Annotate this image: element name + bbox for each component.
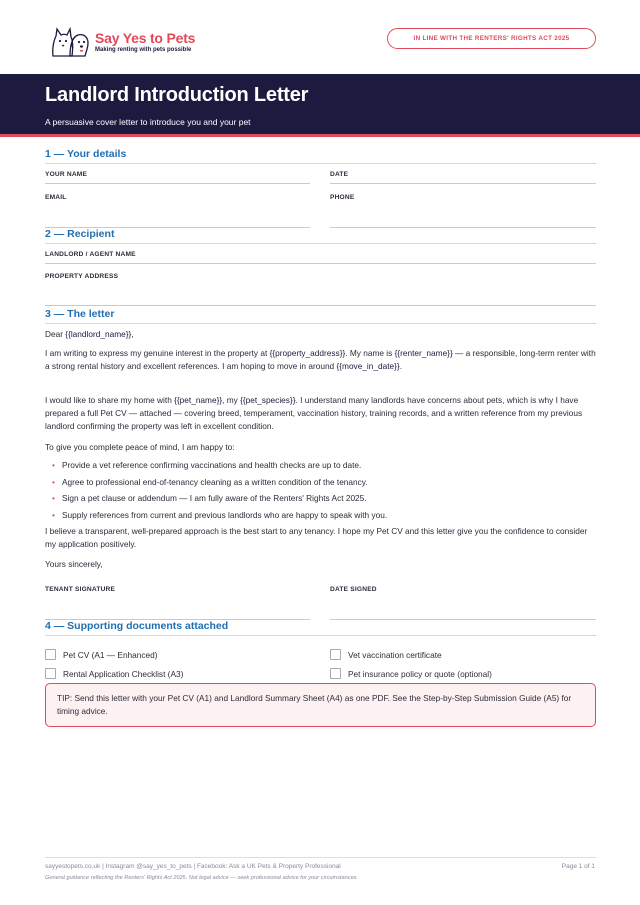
signature-label: TENANT SIGNATURE (45, 586, 116, 593)
brand-tagline: Making renting with pets possible (95, 47, 192, 53)
letter-closing (45, 558, 596, 571)
section-heading: 4 — Supporting documents attached (45, 620, 596, 636)
placeholder-pet-name: {{pet_name}} (174, 395, 223, 405)
paragraph-text: I would like to share my home with (45, 395, 175, 405)
top-bar (0, 0, 640, 74)
commitment-list (52, 457, 592, 523)
date-signed-label: DATE SIGNED (330, 586, 377, 593)
paragraph-text: To give you complete peace of mind, I am happy to: (45, 442, 235, 452)
letter-salutation (45, 328, 596, 341)
placeholder-renter-name: {{renter_name}} (394, 348, 453, 358)
placeholder-move-in-date: {{move_in_date}} (336, 361, 400, 371)
page-subtitle: A persuasive cover letter to introduce you and your pet (45, 117, 251, 127)
agent-name-label: LANDLORD / AGENT NAME (45, 251, 136, 258)
checkbox-label: Pet insurance policy or quote (optional) (348, 668, 492, 679)
checkbox-label: Vet vaccination certificate (348, 649, 442, 660)
section-the-letter (45, 308, 596, 324)
placeholder-landlord-name: {{landlord_name}} (65, 329, 132, 339)
salutation-punct: , (131, 329, 134, 339)
date-label: DATE (330, 171, 349, 178)
paragraph-text: I believe a transparent, well-prepared approach is the best start to any tenancy. I hope my Pet CV and this letter give you the confidence to consider my application positively. (45, 526, 588, 549)
checkbox[interactable] (45, 668, 56, 679)
list-item: • Provide a vet reference confirming vaccinations and health checks are up to date. (52, 457, 592, 474)
list-item: • Agree to professional end-of-tenancy cleaning as a written condition of the tenancy. (52, 474, 592, 491)
checkbox[interactable] (45, 649, 56, 660)
brand-name: Say Yes to Pets (95, 30, 196, 46)
checkbox-label: Rental Application Checklist (A3) (63, 668, 184, 679)
paragraph-text: . (399, 361, 403, 371)
checkbox-pet-insurance[interactable] (330, 668, 492, 679)
paragraph-text: — a responsible, long-term renter with a strong rental history and excellent references. I am hoping to move in around (45, 348, 596, 371)
checkbox[interactable] (330, 668, 341, 679)
checkbox-label: Pet CV (A1 — Enhanced) (63, 649, 158, 660)
footer-links: sayyestopets.co.uk | Instagram @say_yes_to_pets | Facebook: Ask a UK Pets & Property Professional (45, 863, 341, 870)
section-heading: 1 — Your details (45, 148, 596, 164)
property-address-label: PROPERTY ADDRESS (45, 273, 119, 280)
section-supporting-documents (45, 620, 596, 636)
placeholder-property-address: {{property_address}} (269, 348, 346, 358)
section-heading: 2 — Recipient (45, 228, 596, 244)
list-item: • Supply references from current and previous landlords who are happy to speak with you. (52, 507, 592, 524)
brand (95, 30, 195, 53)
your-name-label: YOUR NAME (45, 171, 88, 178)
page-number: Page 1 of 1 (561, 863, 595, 870)
phone-label: PHONE (330, 194, 355, 201)
paragraph-text: , my (222, 395, 241, 405)
checkbox-pet-cv[interactable] (45, 649, 158, 660)
page-title: Landlord Introduction Letter (45, 84, 309, 106)
closing-text: Yours sincerely, (45, 559, 103, 569)
paragraph-text: . My name is (345, 348, 395, 358)
checkbox[interactable] (330, 649, 341, 660)
property-address-field[interactable] (45, 305, 596, 306)
section-heading: 3 — The letter (45, 308, 596, 324)
letter-paragraph-1 (45, 347, 596, 373)
checkbox-vet-certificate[interactable] (330, 649, 442, 660)
your-name-field[interactable] (45, 183, 310, 184)
list-item: • Sign a pet clause or addendum — I am fully aware of the Renters' Rights Act 2025. (52, 490, 592, 507)
date-field[interactable] (330, 183, 596, 184)
tip-box: TIP: Send this letter with your Pet CV (A1) and Landlord Summary Sheet (A4) as one PDF. See the Step-by-Step Submission Guide (A5) for timing advice. (45, 683, 596, 727)
letter-paragraph-3 (45, 441, 596, 454)
email-label: EMAIL (45, 194, 67, 201)
letter-paragraph-2 (45, 394, 596, 433)
letter-paragraph-4 (45, 525, 596, 551)
compliance-badge: IN LINE WITH THE RENTERS' RIGHTS ACT 2025 (387, 28, 596, 49)
salutation-text: Dear (45, 329, 66, 339)
section-your-details (45, 148, 596, 164)
cat-dog-icon (50, 26, 90, 60)
footer-divider (45, 857, 596, 858)
footer-disclaimer: General guidance reflecting the Renters' Rights Act 2025. Not legal advice — seek professional advice for your circumstances. (45, 875, 359, 881)
paragraph-text: I am writing to express my genuine interest in the property at (45, 348, 270, 358)
banner-accent-line (0, 134, 640, 137)
paragraph-text: . I understand many landlords have concerns about pets, which is why I have prepared a full Pet CV — attached — covering breed, temperament, vaccination history, training records, and a written reference from my previous landlord confirming the property was left in excellent condition. (45, 395, 583, 431)
checkbox-rental-checklist[interactable] (45, 668, 183, 679)
agent-name-field[interactable] (45, 263, 596, 264)
section-recipient (45, 228, 596, 244)
placeholder-pet-species: {{pet_species}} (240, 395, 296, 405)
